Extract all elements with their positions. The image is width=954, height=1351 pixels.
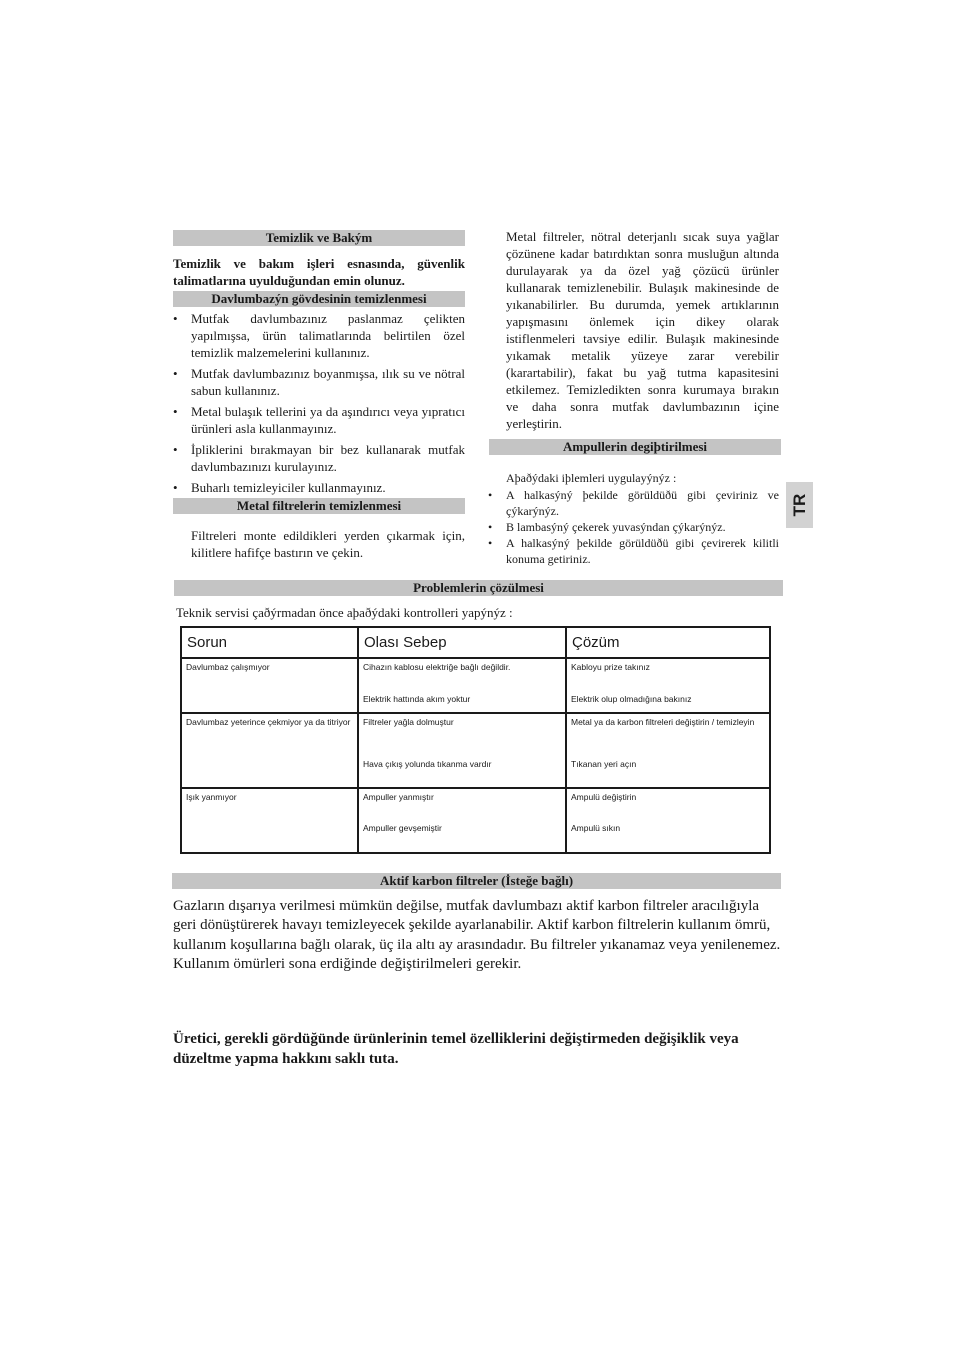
carbon-filter-heading: Aktif karbon filtreler (İsteğe bağlı) [172, 873, 781, 889]
table-header-row [181, 627, 770, 658]
troubleshooting-intro: Teknik servisi çaðýrmadan önce aþaðýdaki kontrolleri yapýnýz : [176, 605, 513, 620]
metal-filter-heading: Metal filtrelerin temizlenmesi [173, 498, 465, 514]
cause-cell: Cihazın kablosu elektriğe bağlı değildir. Elektrik hattında akım yoktur [358, 658, 566, 713]
table-row [181, 713, 770, 788]
language-tab: TR [786, 482, 813, 528]
list-item: • A halkasýný þekilde görüldüðü gibi çevirerek kilitli konuma getiriniz. [488, 536, 779, 566]
bulb-heading: Ampullerin degiþtirilmesi [489, 439, 781, 455]
column-header: Olası Sebep [358, 627, 566, 658]
list-item: • İpliklerini bırakmayan bir bez kullanarak mutfak davlumbazınızı kurulayınız. [173, 442, 465, 474]
cause-cell: Filtreler yağla dolmuştur Hava çıkış yolunda tıkanma vardır [358, 713, 566, 788]
list-item: • Metal bulaşık tellerini ya da aşındırıcı veya yıpratıcı ürünleri asla kullanmayınız. [173, 404, 465, 436]
column-header: Çözüm [566, 627, 770, 658]
problem-cell: Işık yanmıyor [181, 788, 358, 853]
bulb-intro: Aþaðýdaki iþlemleri uygulayýnýz : [506, 471, 677, 485]
table-row [181, 788, 770, 853]
carbon-filter-text: Gazların dışarıya verilmesi mümkün değilse, mutfak davlumbazı aktif karbon filtreler aracılığıyla geri dönüştürerek havayı temizleyecek şekilde ayarlanabilir. Aktif karbon filtrelerin kullanım ömrü, kullanım koşullarına bağlı olarak, üç ila altı ay arasındadır. Bu filtreler yıkanamaz veya yenilenemez. Kullanım ömürleri sona erdiğinde değiştirilmeleri gerekir. [173, 898, 781, 973]
table-row [181, 658, 770, 713]
safety-text: Temizlik ve bakım işleri esnasında, güvenlik talimatlarına uyulduğundan emin olunuz. [173, 256, 465, 288]
troubleshooting-table [180, 626, 771, 854]
manufacturer-note: Üretici, gerekli gördüğünde ürünlerinin temel özelliklerini değiştirmeden değişiklik veya düzeltme yapma hakkını saklı tuta. [173, 1031, 739, 1067]
solution-cell: Kabloyu prize takınız Elektrik olup olmadığına bakınız [566, 658, 770, 713]
list-item: • Buharlı temizleyiciler kullanmayınız. [173, 480, 386, 495]
list-item: • B lambasýný çekerek yuvasýndan çýkarýnýz. [488, 520, 726, 534]
solution-cell: Ampulü değiştirin Ampulü sıkın [566, 788, 770, 853]
column-header: Sorun [181, 627, 358, 658]
metal-filter-washing-text: Metal filtreler, nötral deterjanlı sıcak suya yağlar çözünene kadar batırdıktan sonra musluğun altında durulayarak ya da özel yağ çözücü ürünler kullanarak temizlenebilir. Bulaşık makinesinde de yıkanabilirler. Bu durumda, yemek artıklarının yapışmasını önlemek için dikey olarak istiflenmeleri tavsiye edilir. Bulaşık makinesinde yıkamak metalik yüzeye zarar verebilir (karartabilir), fakat bu yağ tutma kapasitesini etkilemez. Temizledikten sonra kurumaya bırakın ve daha sonra mutfak davlumbazının içine yerleştirin. [506, 229, 779, 431]
problem-cell: Davlumbaz yeterince çekmiyor ya da titriyor [181, 713, 358, 788]
solution-cell: Metal ya da karbon filtreleri değiştirin / temizleyin Tıkanan yeri açın [566, 713, 770, 788]
bulb-steps [488, 487, 779, 567]
body-cleaning-list [173, 310, 465, 500]
metal-filter-text: Filtreleri monte edildikleri yerden çıkarmak için, kilitlere hafifçe bastırın ve çekin. [191, 528, 465, 560]
list-item: • A halkasýný þekilde görüldüðü gibi çeviriniz ve çýkarýnýz. [488, 488, 779, 518]
troubleshooting-heading: Problemlerin çözülmesi [174, 580, 783, 596]
cause-cell: Ampuller yanmıştır Ampuller gevşemiştir [358, 788, 566, 853]
cleaning-heading: Temizlik ve Bakým [173, 230, 465, 246]
problem-cell: Davlumbaz çalışmıyor [181, 658, 358, 713]
list-item: • Mutfak davlumbazınız paslanmaz çelikten yapılmışsa, ürün talimatlarında belirtilen özel temizlik malzemelerini kullanınız. [173, 311, 465, 360]
body-cleaning-heading: Davlumbazýn gövdesinin temizlenmesi [173, 291, 465, 307]
list-item: • Mutfak davlumbazınız boyanmışsa, ılık su ve nötral sabun kullanınız. [173, 366, 465, 398]
